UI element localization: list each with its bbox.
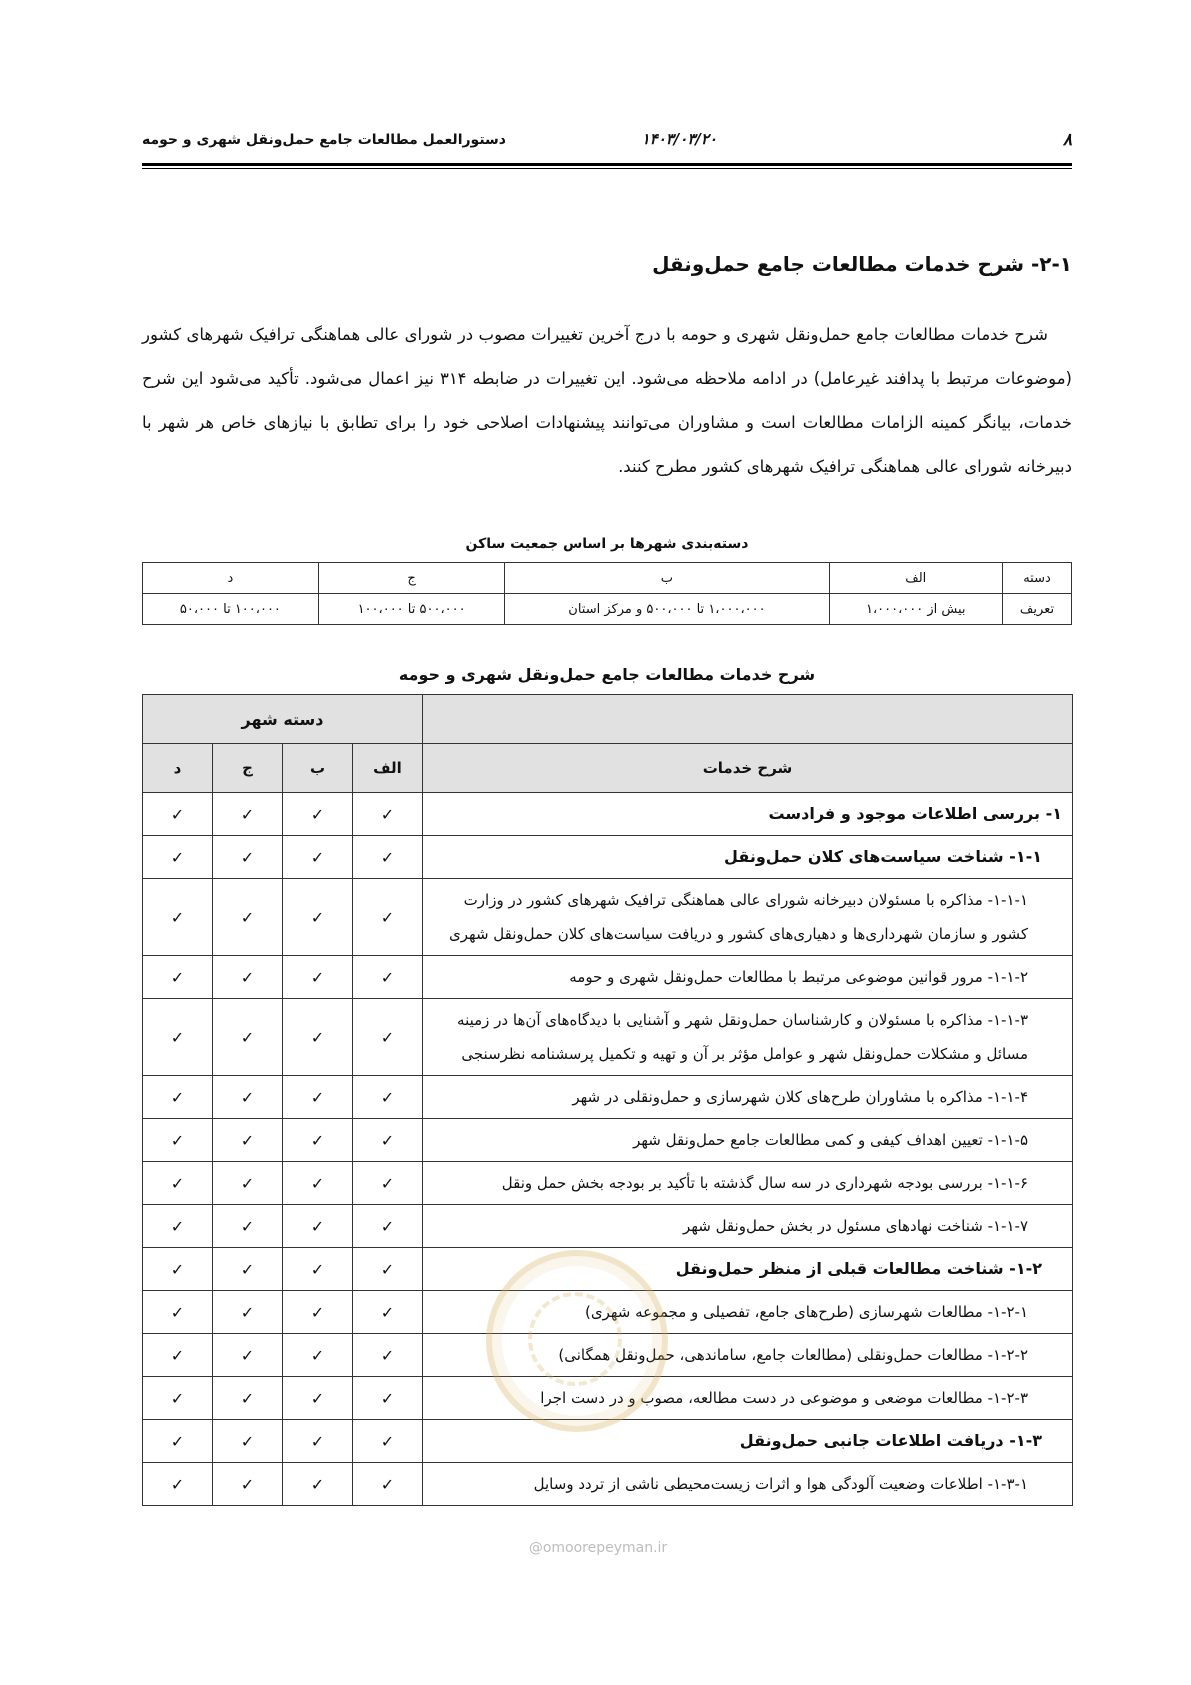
checkmark-icon: ✓ (213, 1205, 283, 1248)
watermark-seal-inner (528, 1292, 622, 1386)
service-description: ۱-۳-۱- اطلاعات وضعیت آلودگی هوا و اثرات زیست‌محیطی ناشی از تردد وسایل (423, 1463, 1073, 1506)
category-cell: ج (318, 563, 505, 594)
checkmark-icon: ✓ (213, 1248, 283, 1291)
checkmark-icon: ✓ (213, 879, 283, 956)
row-label-category: دسته (1003, 563, 1072, 594)
checkmark-icon: ✓ (353, 1205, 423, 1248)
checkmark-icon: ✓ (213, 1291, 283, 1334)
checkmark-icon: ✓ (143, 1291, 213, 1334)
service-description: ۱-۱-۵- تعیین اهداف کیفی و کمی مطالعات جامع حمل‌ونقل شهر (423, 1119, 1073, 1162)
table-row (143, 1162, 1073, 1205)
checkmark-icon: ✓ (213, 836, 283, 879)
row-label-definition: تعریف (1003, 594, 1072, 625)
service-description: ۱-۳- دریافت اطلاعات جانبی حمل‌ونقل (423, 1420, 1073, 1463)
service-description: ۱-۱-۳- مذاکره با مسئولان و کارشناسان حمل‌ونقل شهر و آشنایی با دیدگاه‌های آن‌ها در زمینه مسائل و مشکلات حمل‌ونقل شهر و عوامل مؤثر بر آن و تهیه و تکمیل پرسشنامه نظرسنجی (423, 999, 1073, 1076)
checkmark-icon: ✓ (353, 1377, 423, 1420)
checkmark-icon: ✓ (283, 1205, 353, 1248)
checkmark-icon: ✓ (353, 956, 423, 999)
checkmark-icon: ✓ (213, 1463, 283, 1506)
category-table-caption: دسته‌بندی شهرها بر اساس جمعیت ساکن (465, 536, 749, 552)
checkmark-icon: ✓ (283, 1162, 353, 1205)
checkmark-icon: ✓ (353, 1420, 423, 1463)
service-description: ۱-۱-۱- مذاکره با مسئولان دبیرخانه شورای عالی هماهنگی ترافیک شهرهای کشور در وزارت کشور و سازمان شهرداری‌ها و دهیاری‌های کشور و دریافت سیاست‌های کلان حمل‌ونقل شهری (423, 879, 1073, 956)
definition-cell: بیش از ۱،۰۰۰،۰۰۰ (829, 594, 1002, 625)
watermark-site: @omoorepeyman.ir (528, 1540, 668, 1556)
table-row (143, 836, 1073, 879)
checkmark-icon: ✓ (143, 1076, 213, 1119)
table-row (143, 1076, 1073, 1119)
checkmark-icon: ✓ (353, 1463, 423, 1506)
header-col: ج (213, 744, 283, 793)
checkmark-icon: ✓ (213, 956, 283, 999)
checkmark-icon: ✓ (353, 1334, 423, 1377)
checkmark-icon: ✓ (283, 999, 353, 1076)
checkmark-icon: ✓ (283, 1248, 353, 1291)
checkmark-icon: ✓ (143, 879, 213, 956)
header-col: ب (283, 744, 353, 793)
checkmark-icon: ✓ (143, 1162, 213, 1205)
header-col: الف (353, 744, 423, 793)
category-cell: الف (829, 563, 1002, 594)
checkmark-icon: ✓ (283, 1119, 353, 1162)
section-heading: ۲-۱- شرح خدمات مطالعات جامع حمل‌ونقل (652, 252, 1072, 276)
definition-row (143, 594, 1072, 625)
checkmark-icon: ✓ (213, 1334, 283, 1377)
checkmark-icon: ✓ (353, 879, 423, 956)
table-row (143, 793, 1073, 836)
definition-cell: ۱۰۰،۰۰۰ تا ۵۰،۰۰۰ (143, 594, 319, 625)
category-cell: ب (505, 563, 829, 594)
checkmark-icon: ✓ (213, 1119, 283, 1162)
service-description: ۱-۲- شناخت مطالعات قبلی از منظر حمل‌ونقل (423, 1248, 1073, 1291)
checkmark-icon: ✓ (283, 1076, 353, 1119)
checkmark-icon: ✓ (283, 1377, 353, 1420)
checkmark-icon: ✓ (213, 1377, 283, 1420)
service-description: ۱-۲-۲- مطالعات حمل‌ونقلی (مطالعات جامع، ساماندهی، حمل‌ونقل همگانی) (423, 1334, 1073, 1377)
service-description: ۱- بررسی اطلاعات موجود و فرادست (423, 793, 1073, 836)
header-description: شرح خدمات (423, 744, 1073, 793)
checkmark-icon: ✓ (353, 1248, 423, 1291)
service-description: ۱-۱-۷- شناخت نهادهای مسئول در بخش حمل‌ونقل شهر (423, 1205, 1073, 1248)
document-title: دستورالعمل مطالعات جامع حمل‌ونقل شهری و حومه (142, 132, 506, 148)
category-cell: د (143, 563, 319, 594)
checkmark-icon: ✓ (353, 1119, 423, 1162)
service-description: ۱-۱- شناخت سیاست‌های کلان حمل‌ونقل (423, 836, 1073, 879)
definition-cell: ۵۰۰،۰۰۰ تا ۱۰۰،۰۰۰ (318, 594, 505, 625)
table-row (143, 879, 1073, 956)
checkmark-icon: ✓ (143, 956, 213, 999)
service-description: ۱-۱-۴- مذاکره با مشاوران طرح‌های کلان شهرسازی و حمل‌ونقلی در شهر (423, 1076, 1073, 1119)
table-row (143, 1463, 1073, 1506)
checkmark-icon: ✓ (353, 999, 423, 1076)
checkmark-icon: ✓ (283, 793, 353, 836)
checkmark-icon: ✓ (353, 836, 423, 879)
service-description: ۱-۲-۳- مطالعات موضعی و موضوعی در دست مطالعه، مصوب و در دست اجرا (423, 1377, 1073, 1420)
checkmark-icon: ✓ (213, 1162, 283, 1205)
header-city-category: دسته شهر (143, 695, 423, 744)
table-row (143, 956, 1073, 999)
checkmark-icon: ✓ (353, 1291, 423, 1334)
service-description: ۱-۱-۶- بررسی بودجه شهرداری در سه سال گذشته با تأکید بر بودجه بخش حمل ونقل (423, 1162, 1073, 1205)
definition-cell: ۱،۰۰۰،۰۰۰ تا ۵۰۰،۰۰۰ و مرکز استان (505, 594, 829, 625)
checkmark-icon: ✓ (213, 1076, 283, 1119)
watermark-seal (486, 1250, 668, 1432)
checkmark-icon: ✓ (143, 793, 213, 836)
header-col: د (143, 744, 213, 793)
checkmark-icon: ✓ (353, 1076, 423, 1119)
checkmark-icon: ✓ (283, 1420, 353, 1463)
checkmark-icon: ✓ (143, 1463, 213, 1506)
checkmark-icon: ✓ (353, 793, 423, 836)
checkmark-icon: ✓ (143, 1377, 213, 1420)
checkmark-icon: ✓ (143, 999, 213, 1076)
table-row (143, 999, 1073, 1076)
checkmark-icon: ✓ (283, 879, 353, 956)
table-row (143, 1119, 1073, 1162)
table-row (143, 1205, 1073, 1248)
checkmark-icon: ✓ (143, 1334, 213, 1377)
checkmark-icon: ✓ (283, 1334, 353, 1377)
category-table (142, 562, 1072, 625)
category-row (143, 563, 1072, 594)
header-rule-thin (142, 168, 1072, 169)
header-date: ۱۴۰۳/۰۳/۲۰ (641, 130, 717, 148)
checkmark-icon: ✓ (283, 1291, 353, 1334)
service-description: ۱-۱-۲- مرور قوانین موضوعی مرتبط با مطالعات حمل‌ونقل شهری و حومه (423, 956, 1073, 999)
services-table-caption: شرح خدمات مطالعات جامع حمل‌ونقل شهری و حومه (398, 665, 816, 684)
page-number: ۸ (1062, 130, 1072, 150)
checkmark-icon: ✓ (213, 999, 283, 1076)
checkmark-icon: ✓ (143, 836, 213, 879)
header-blank (423, 695, 1073, 744)
page-header (142, 130, 1072, 154)
checkmark-icon: ✓ (143, 1205, 213, 1248)
header-rule (142, 163, 1072, 166)
intro-paragraph: شرح خدمات مطالعات جامع حمل‌ونقل شهری و حومه با درج آخرین تغییرات مصوب در شورای عالی هماهنگی ترافیک شهرهای کشور (موضوعات مرتبط با پدافند غیرعامل) در ادامه ملاحظه می‌شود. این تغییرات در ضابطه ۳۱۴ نیز اعمال می‌شود. تأکید می‌شود این شرح خدمات، بیانگر کمینه الزامات مطالعات است و مشاوران می‌توانند پیشنهادات اصلاحی خود را برای تطابق با نیازهای خاص هر شهر با دبیرخانه شورای عالی هماهنگی ترافیک شهرهای کشور مطرح کنند. (142, 325, 1072, 476)
checkmark-icon: ✓ (143, 1248, 213, 1291)
checkmark-icon: ✓ (143, 1119, 213, 1162)
checkmark-icon: ✓ (283, 956, 353, 999)
checkmark-icon: ✓ (143, 1420, 213, 1463)
checkmark-icon: ✓ (213, 793, 283, 836)
service-description: ۱-۲-۱- مطالعات شهرسازی (طرح‌های جامع، تفصیلی و مجموعه شهری) (423, 1291, 1073, 1334)
checkmark-icon: ✓ (283, 836, 353, 879)
checkmark-icon: ✓ (353, 1162, 423, 1205)
checkmark-icon: ✓ (213, 1420, 283, 1463)
checkmark-icon: ✓ (283, 1463, 353, 1506)
